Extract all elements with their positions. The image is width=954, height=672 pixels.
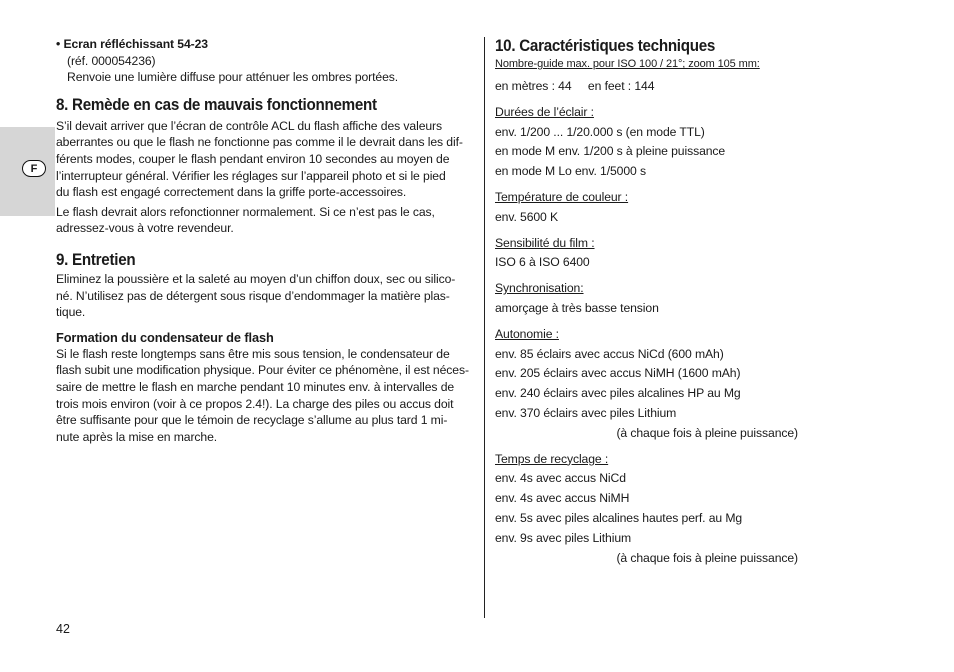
section-8-paragraph-1 [56, 118, 476, 201]
spec-line: en mode M Lo env. 1/5000 s [495, 164, 646, 179]
spec-line: ISO 6 à ISO 6400 [495, 255, 590, 270]
text-line: aberrantes ou que le flash ne fonctionne pas comme il le devrait dans les dif- [56, 135, 463, 150]
spec-line: amorçage à très basse tension [495, 300, 659, 315]
section-8-paragraph-2 [56, 204, 476, 237]
text-line: l’interrupteur général. Vérifier les réglages sur l’appareil photo et si le pied [56, 168, 446, 183]
text-line: du flash est engagé correctement dans la griffe porte-accessoires. [56, 185, 407, 200]
bullet-ref: (réf. 000054236) [67, 53, 156, 68]
column-divider [484, 37, 485, 618]
text-line: tique. [56, 305, 86, 320]
spec-line: env. 5600 K [495, 209, 559, 224]
bullet-desc: Renvoie une lumière diffuse pour atténuer les ombres portées. [67, 70, 399, 85]
section-10-title: 10. Caractéristiques techniques [495, 37, 716, 55]
language-badge: F [22, 160, 46, 177]
spec-line: env. 9s avec piles Lithium [495, 530, 632, 545]
guide-number-values: en mètres : 44 en feet : 144 [495, 79, 655, 93]
section-9-paragraph-1 [56, 271, 476, 321]
spec-line: env. 4s avec accus NiMH [495, 491, 630, 506]
subsection-title: Formation du condensateur de flash [56, 329, 274, 345]
section-9-paragraph-2 [56, 346, 476, 446]
autonomy-label: Autonomie : [495, 326, 559, 341]
text-line: trois mois environ (voir à ce propos 2.4!). La charge des piles ou accus doit [56, 396, 454, 411]
spec-note: (à chaque fois à pleine puissance) [616, 425, 798, 440]
spec-line: env. 5s avec piles alcalines hautes perf. au Mg [495, 510, 743, 525]
bullet-item-reflector [56, 36, 476, 86]
bullet-title: • Ecran réfléchissant 54-23 [56, 37, 208, 51]
page-number: 42 [56, 622, 70, 636]
spec-line: env. 370 éclairs avec piles Lithium [495, 405, 677, 420]
text-line: S’il devait arriver que l’écran de contrôle ACL du flash affiche des valeurs [56, 118, 442, 133]
text-line: saire de mettre le flash en marche pendant 10 minutes env. à intervalles de [56, 379, 455, 394]
section-9-title: 9. Entretien [56, 250, 136, 269]
right-column [495, 36, 815, 568]
text-line: nute après la mise en marche. [56, 429, 218, 444]
film-sensitivity-label: Sensibilité du film : [495, 235, 595, 250]
flash-duration-label: Durées de l’éclair : [495, 104, 594, 119]
spec-line: env. 4s avec accus NiCd [495, 471, 626, 486]
guide-number-label: Nombre-guide max. pour ISO 100 / 21°; zoom 105 mm: [495, 58, 760, 70]
left-column [56, 36, 476, 445]
color-temperature-label: Température de couleur : [495, 189, 629, 204]
text-line: férents modes, couper le flash pendant environ 10 secondes au moyen de [56, 151, 450, 166]
text-line: Le flash devrait alors refonctionner normalement. Si ce n’est pas le cas, [56, 204, 435, 219]
recycle-time-label: Temps de recyclage : [495, 451, 609, 466]
text-line: être suffisante pour que le témoin de recyclage s’allume au plus tard 1 mi- [56, 413, 448, 428]
spec-line: env. 85 éclairs avec accus NiCd (600 mAh) [495, 346, 724, 361]
text-line: Eliminez la poussière et la saleté au moyen d’un chiffon doux, sec ou silico- [56, 271, 456, 286]
text-line: flash subit une modification physique. Pour éviter ce phénomène, il est néces- [56, 363, 469, 378]
spec-line: env. 205 éclairs avec accus NiMH (1600 mAh) [495, 366, 741, 381]
section-8-title: 8. Remède en cas de mauvais fonctionnement [56, 95, 377, 114]
text-line: Si le flash reste longtemps sans être mis sous tension, le condensateur de [56, 346, 450, 361]
spec-line: env. 1/200 ... 1/20.000 s (en mode TTL) [495, 124, 705, 139]
spec-line: env. 240 éclairs avec piles alcalines HP au Mg [495, 386, 741, 401]
text-line: né. N’utilisez pas de détergent sous risque d’endommager la matière plas- [56, 288, 450, 303]
spec-note: (à chaque fois à pleine puissance) [616, 550, 798, 565]
spec-line: en mode M env. 1/200 s à pleine puissance [495, 144, 726, 159]
synchronisation-label: Synchronisation: [495, 281, 584, 296]
text-line: adressez-vous à votre revendeur. [56, 221, 234, 236]
